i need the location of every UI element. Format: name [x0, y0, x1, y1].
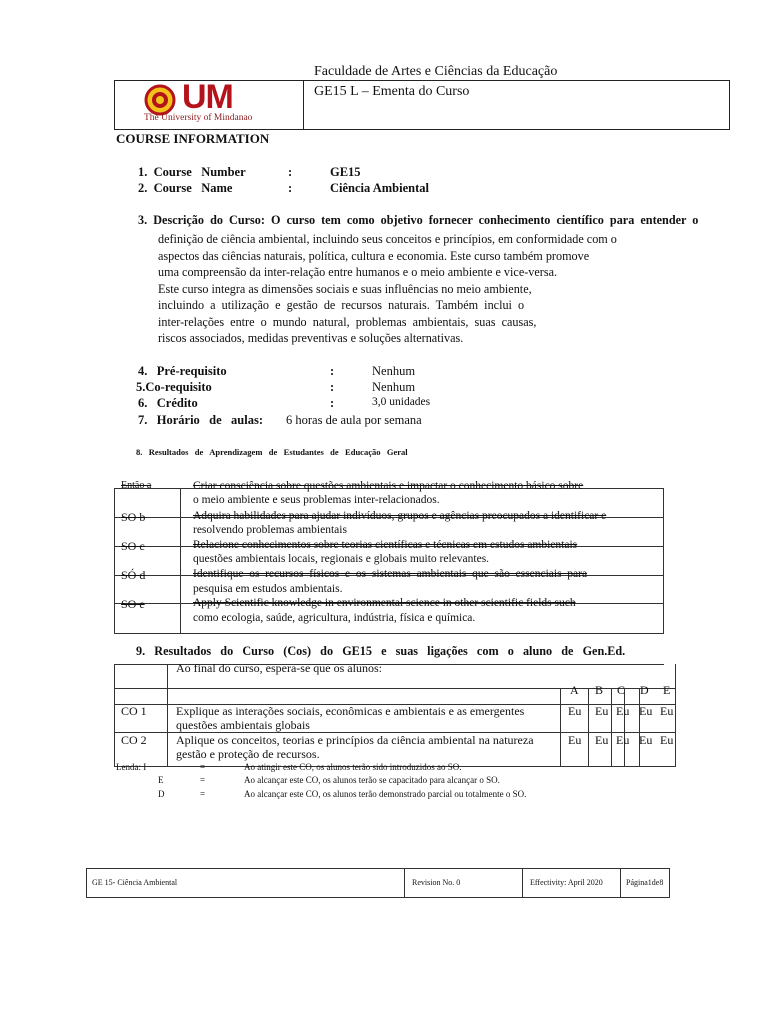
- co-text: gestão e proteção de recursos.: [176, 747, 320, 761]
- co-mark: Eu: [660, 733, 674, 747]
- corequisite-value: Nenhum: [372, 380, 416, 394]
- co-table-divider: [560, 688, 561, 766]
- footer-divider: [620, 868, 621, 898]
- credit-value: 3,0 unidades: [372, 396, 431, 408]
- so-code: SO b: [121, 510, 146, 524]
- co-mark: Eu: [595, 733, 609, 747]
- colon: :: [288, 181, 293, 195]
- description-line: uma compreensão da inter-relação entre humanos e o meio ambiente e vice-versa.: [158, 265, 558, 279]
- legend-key: Lenda: I: [116, 762, 147, 772]
- co-mark: Eu: [568, 733, 582, 747]
- corequisite-label: 5.Co-requisito: [136, 380, 212, 394]
- colon: :: [288, 165, 293, 179]
- so-code: SÓ d: [121, 568, 146, 582]
- co-mark: Eu: [595, 704, 609, 718]
- co-code: CO 2: [121, 733, 147, 747]
- legend-text: Ao atingir este CO, os alunos terão sido introduzidos ao SO.: [244, 762, 462, 772]
- co-text: Aplique os conceitos, teorias e princípios da ciência ambiental na natureza: [176, 733, 534, 747]
- university-logo: UM: [182, 78, 233, 116]
- description-line: inter-relações entre o mundo natural, problemas ambientais, suas causas,: [158, 315, 537, 329]
- document-title: GE15 L – Ementa do Curso: [314, 84, 470, 99]
- so-table-divider: [180, 488, 181, 634]
- footer-divider: [522, 868, 523, 898]
- co-table-divider: [588, 688, 589, 766]
- co-column-header: E: [663, 683, 671, 697]
- description-line: aspectos das ciências naturais, política, cultura e economia. Este curso também promove: [158, 249, 590, 263]
- co-table-rule: [114, 688, 676, 689]
- co-mark: Eu: [639, 704, 653, 718]
- co-intro: Ao final do curso, espera-se que os alunos:: [176, 661, 382, 675]
- colon: :: [330, 364, 335, 378]
- so-text: Apply Scientific knowledge in environmental science in other scientific fields such: [193, 597, 576, 609]
- co-column-header: B: [595, 683, 604, 697]
- colon: :: [330, 380, 335, 394]
- legend-text: Ao alcançar este CO, os alunos terão se capacitado para alcançar o SO.: [244, 775, 500, 785]
- so-code: Então a: [121, 480, 152, 491]
- class-hours-value: 6 horas de aula por semana: [286, 413, 422, 427]
- legend-equals: =: [200, 762, 206, 772]
- class-hours-label: 7. Horário de aulas:: [138, 413, 263, 427]
- so-text: como ecologia, saúde, agricultura, indústria, física e química.: [193, 612, 476, 624]
- colon: :: [330, 396, 335, 410]
- course-number-label: 1. Course Number: [138, 165, 246, 179]
- legend-key: D: [158, 789, 165, 799]
- co-column-header: C: [617, 683, 626, 697]
- course-number-value: GE15: [330, 165, 361, 179]
- co-mark: Eu: [639, 733, 653, 747]
- so-text: questões ambientais locais, regionais e globais muito relevantes.: [193, 553, 490, 565]
- legend-key: E: [158, 775, 164, 785]
- prerequisite-value: Nenhum: [372, 364, 416, 378]
- header-divider: [303, 80, 304, 130]
- description-line: incluindo a utilização e gestão de recursos naturais. Também inclui o: [158, 298, 525, 312]
- description-line: Este curso integra as dimensões sociais e suas influências no meio ambiente,: [158, 282, 532, 296]
- co-table-divider: [611, 688, 612, 766]
- university-seal-icon: [142, 84, 182, 116]
- description-label: 3. Descrição do Curso: O curso tem como objetivo fornecer conhecimento científico para entender o: [138, 213, 699, 227]
- co-table-border: [114, 664, 115, 766]
- so-text: Identifique os recursos físicos e os sistemas ambientais que são essenciais para: [193, 568, 588, 580]
- footer-course: GE 15- Ciência Ambiental: [92, 878, 178, 887]
- faculty-name: Faculdade de Artes e Ciências da Educação: [314, 64, 558, 79]
- prerequisite-label: 4. Pré-requisito: [138, 364, 227, 378]
- co-text: Explique as interações sociais, econômicas e ambientais e as emergentes: [176, 704, 525, 718]
- credit-label: 6. Crédito: [138, 396, 198, 410]
- footer-divider: [404, 868, 405, 898]
- so-code: SO e: [121, 597, 145, 611]
- description-line: definição de ciência ambiental, incluindo seus conceitos e princípios, em conformidade com o: [158, 232, 617, 246]
- legend-equals: =: [200, 775, 206, 785]
- co-column-header: D: [640, 683, 649, 697]
- legend-text: Ao alcançar este CO, os alunos terão demonstrado parcial ou totalmente o SO.: [244, 789, 527, 799]
- footer-page: Página1de8: [626, 878, 664, 887]
- so-heading: 8. Resultados de Aprendizagem de Estudantes de Educação Geral: [136, 447, 408, 457]
- so-text: Criar consciência sobre questões ambientais e impactar o conhecimento básico sobre: [193, 480, 584, 492]
- description-line: riscos associados, medidas preventivas e soluções alternativas.: [158, 331, 464, 345]
- so-code: SO c: [121, 539, 145, 553]
- footer-revision: Revision No. 0: [412, 878, 461, 887]
- so-text: pesquisa em estudos ambientais.: [193, 583, 343, 595]
- co-column-header: A: [570, 683, 579, 697]
- so-text: Relacione conhecimentos sobre teorias científicas e técnicas em estudos ambientais: [193, 539, 578, 551]
- co-code: CO 1: [121, 704, 147, 718]
- legend-equals: =: [200, 789, 206, 799]
- course-info-heading: COURSE INFORMATION: [116, 131, 270, 146]
- university-subtitle: The University of Mindanao: [144, 113, 253, 123]
- co-table-divider: [624, 688, 625, 766]
- so-text: resolvendo problemas ambientais: [193, 524, 347, 536]
- co-mark: Eu: [660, 704, 674, 718]
- so-text: Adquira habilidades para ajudar indivíduos, grupos e agências preocupados a identificar e: [193, 510, 607, 522]
- so-text: o meio ambiente e seus problemas inter-relacionados.: [193, 494, 440, 506]
- footer-effectivity: Effectivity: April 2020: [530, 878, 603, 887]
- course-name-label: 2. Course Name: [138, 181, 233, 195]
- co-table-divider: [167, 664, 168, 766]
- co-table-border: [675, 664, 676, 766]
- co-text: questões ambientais globais: [176, 718, 310, 732]
- co-mark: Eu: [616, 704, 630, 718]
- co-heading: 9. Resultados do Curso (Cos) do GE15 e suas ligações com o aluno de Gen.Ed.: [136, 644, 626, 658]
- co-mark: Eu: [616, 733, 630, 747]
- course-name-value: Ciência Ambiental: [330, 181, 429, 195]
- co-table-divider: [639, 688, 640, 766]
- co-mark: Eu: [568, 704, 582, 718]
